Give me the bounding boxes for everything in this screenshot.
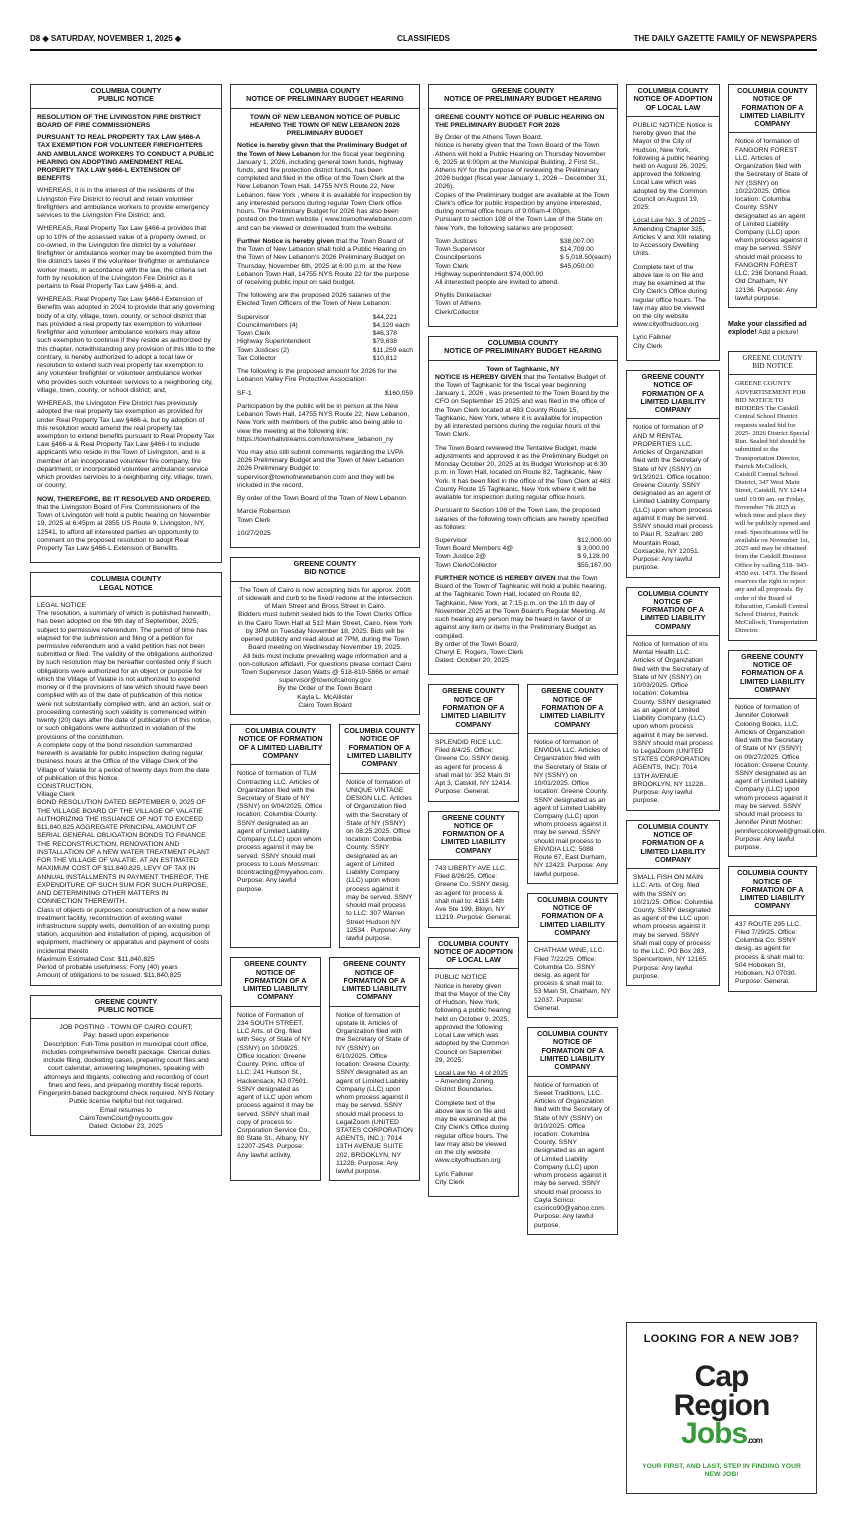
- notice-type: NOTICE OF FORMATION OF A LIMITED LIABILITY COMPANY: [539, 1037, 606, 1072]
- paragraph: By order of the Town Board of the Town of New Lebanon: [237, 495, 406, 503]
- notice-county: COLUMBIA COUNTY: [289, 86, 361, 95]
- salary-table: Town Justices $38,007.00 Town Supervisor $14,709.00 Councilpersons $ 5,018.50(each) Town Clerk $45,050.00: [435, 237, 611, 270]
- subcolumn: [527, 684, 618, 1234]
- notice-local-law-3: [626, 84, 720, 361]
- signature: Lyric Falkner City Clerk: [435, 1170, 474, 1186]
- paragraph: Pursuant to Section 108 of the Town Law, the proposed salaries of the following town officials are hereby specified as follows:: [435, 507, 609, 531]
- notice-body: Notice of formation of TLM Contracting LLC. Articles of Organization filed with the Secretary of State of NY (SSNY) on 9/04/2025. Office location: Columbia County. SSNY designated as an agent of Limited Liability Company (LLC) upon whom process against it may be served. SSNY should mail process to Louis Mossman: tlcontracting@myyahoo.com. Purpose: Any lawful purpose.: [237, 770, 325, 893]
- notice-body: Notice of formation of P AND M RENTAL PROPERTIES LLC. Articles of Organization filed with the Secretary of State of NY (SSNY) on 9/13/2021. Office location: Greene County. SSNY designated as an agent of Limited Liability Company (LLC) upon whom process against it may be served. SSNY should mail process to Paul R. Szafran: 280 Mountain Road, Coxsackie, NY 12051. Purpose: Any lawful purpose.: [633, 424, 713, 572]
- notice-county: GREENE COUNTY: [641, 371, 705, 381]
- notice-new-lebanon-budget: [230, 84, 420, 548]
- notice-taghkanic-budget: [428, 336, 618, 676]
- ad-tagline: YOUR FIRST, AND LAST, STEP IN FINDING YOUR NEW JOB!: [642, 1462, 801, 1479]
- notice-county: GREENE COUNTY: [343, 959, 406, 969]
- notice-county: GREENE COUNTY: [293, 559, 357, 569]
- notice-type: NOTICE OF FORMATION OF A LIMITED LIABILITY COMPANY: [640, 829, 706, 864]
- notice-type: NOTICE OF FORMATION OF A LIMITED LIABILITY COMPANY: [341, 967, 408, 1002]
- notice-unique-vintage: [339, 724, 420, 948]
- notice-type: NOTICE OF FORMATION OF A LIMITED LIABILITY COMPANY: [539, 903, 606, 937]
- paragraph: NOW, THEREFORE, BE IT RESOLVED AND ORDERED, that the Livingston Board of Fire Commissioners of the Town of Livingston will hold a public hearing on November 19, 2025 at 6:45pm at 2855 US Route 9, Livingston, NY, 12541, to afford all interested parties an opportunity to comment on the proposed resolution to adopt Real Property Tax Law §466-L Extension of Benefits.: [37, 495, 212, 553]
- signature: Marcie Robertson Town Clerk: [237, 508, 291, 524]
- notice-p-and-m-rental: [626, 370, 720, 578]
- notice-body: PUBLIC NOTICE Notice is hereby given that the Mayor of the City of Hudson, New York, following a public hearing held on October 9, 2025, approved the following Local Law which was adopted by the Common Council on September 29, 2025:: [435, 974, 511, 1064]
- column-1: [30, 84, 222, 1136]
- notice-type: BID NOTICE: [752, 362, 793, 371]
- notice-county: COLUMBIA COUNTY: [487, 337, 559, 347]
- salary-table: Supervisor $44,221 Councilmembers (4) $4,120 each Town Clerk $46,378 Highway Superintendent $79,638 Town Justices (2) $11,259 each Tax Collector $10,812: [237, 313, 413, 362]
- column-3: [428, 84, 618, 1235]
- notice-body: Notice of formation of upstate lil. Articles of Organization filed with the Secretary of State of NY (SSNY) on 6/10/2025. Office location: Greene County. SSNY designated as an agent of Limited Liability Company (LLC) upon whom process against it may be served. SSNY should mail process to LegalZoom (UNITED STATES CORPORATION AGENTS, INC.): 7014 13TH AVENUE SUITE 202, BROOKLYN, NY 11228. Purpose: Any lawful purpose.: [336, 1011, 413, 1176]
- notice-chatham-wine: [527, 893, 618, 1018]
- notice-county: COLUMBIA COUNTY: [90, 574, 162, 584]
- paragraph: Further Notice is hereby given that the Town Board of the Town of New Lebanon shall hold a Public Hearing on the Town of New Lebanon's 2026 Preliminary Budget on Thursday, November 6th, 2025 at 6:00 p.m. at the New Lebanon Town Hall, 14755 NYS Route 22 for the purpose of receiving public input on said budget.: [237, 237, 410, 287]
- notice-tlm-contracting: [230, 724, 331, 948]
- paragraph: The Town Board reviewed the Tentative Budget, made adjustments and approved it as the Preliminary Budget on Monday October 20, 2025 at its Budget Workshop at 6:30 p.m. in Town Hall, located on Route 82, Taghkanic, New York. It has been filed in the office of the Town Clerk at 483 County Route 15 Taghkanic, New York where it will be available for inspection during regular office hours.: [435, 444, 611, 502]
- notice-local-law-4: [428, 937, 519, 1197]
- notice-type: NOTICE OF FORMATION OF A LIMITED LIABILITY COMPANY: [539, 694, 606, 729]
- notice-type: NOTICE OF PRELIMINARY BUDGET HEARING: [444, 94, 602, 104]
- notice-body: Notice of Formation of 234 SOUTH STREET, LLC Arts. of Org. filed with Secy. of State of NY (SSNY) on 10/09/25. Office location: Greene County. Princ. office of LLC: 241 Hudson St., Hackensack, NJ 07601. SSNY designated as agent of LLC upon whom process against it may be served. SSNY shall mail copy of process to Corporation Service Co., 80 State St., Albany, NY 12207-2543. Purpose: Any lawful activity.: [237, 1011, 314, 1159]
- notice-county: COLUMBIA COUNTY: [637, 588, 709, 598]
- notice-body: SMALL FISH ON MAIN LLC. Arts. of Org. filed with the SSNY on 10/21/25. Office: Columbia County. SSNY designated as agent of the LLC upon whom process against it may be served. SSNY shall mail copy of process to the LLC, PO Box 283, Spencertown, NY 12165. Purpose: Any lawful purpose.: [633, 874, 713, 980]
- notice-county: COLUMBIA COUNTY: [637, 821, 709, 831]
- paragraph: WHEREAS, it is in the interest of the residents of the Livingston Fire District to recruit and retain volunteer firefighters and ambulance workers to provide emergency services to the Livingston Fire District; and,: [37, 187, 209, 220]
- notice-fangorn-forest: [728, 84, 817, 308]
- notice-small-fish: [626, 820, 720, 986]
- law-title: Local Law No. 3 of 2025 – Amending Chapter 325, Articles V and XIII relating to Accessory Dwelling Units.: [633, 217, 712, 258]
- notice-athens-budget: [428, 84, 618, 327]
- notice-body: Complete text of the above law is on file and may be examined at the City Clerk's Office during regular office hours. The law may also be viewed on the city website www.cityofhudson.org: [633, 263, 707, 329]
- notice-type: BID NOTICE: [304, 567, 346, 577]
- notice-envidia: [527, 684, 618, 883]
- signature: Phyllis Dinkelacker Town of Athens Clerk/Collector: [435, 292, 492, 316]
- notice-type: NOTICE OF FORMATION OF A LIMITED LIABILITY COMPANY: [242, 967, 309, 1002]
- notice-body: 743 LIBERTY AVE LLC. Filed 8/26/25. Office: Greene Co. SSNY desig. as agent for process & shall mail to: 4118 14th Ave Ste 199, Bklyn, NY 11219. Purpose: General.: [435, 864, 512, 922]
- notice-type: NOTICE OF FORMATION OF A LIMITED LIABILITY COMPANY: [440, 694, 507, 729]
- notice-body: Notice of formation of Jennifer Colorwell Coloring Books, LLC. Articles of Organization filed with the Secretary of State of NY (SSNY) on 09/27/2025. Office location: Greene County. SSNY designated as an agent of Limited Liability Company (LLC) upon whom process against it may be served. SSNY should mail process to Jennifer Pindt Mosher: jenniferccolorwell@gmail.com. Purpose: Any lawful purpose.: [735, 704, 827, 852]
- notice-body: PUBLIC NOTICE Notice is hereby given that the Mayor of the City of Hudson, New York, following a public hearing held on August 26, 2025, approved the following Local Law which was adopted by the Common Council on August 19, 2025:: [633, 121, 713, 212]
- paragraph: FURTHER NOTICE IS HEREBY GIVEN that the Town Board of the Town of Taghkanic will hold a public hearing, at the Taghkanic Town Hall, located on Route 82, Taghkanic, New York, at 7:15 p.m. on the 10 th day of November 2025 at the Town Board's Regular Meeting. At such hearing any person may be heard in favor of or against any item or items in the Preliminary Budget as compiled. By order of the Town Board, Cheryl E. Rogers, Town Clerk Dated: October 20, 2025: [435, 574, 607, 665]
- notice-catskill-bid: [728, 351, 817, 641]
- paragraph: Notice is hereby given that the Preliminary Budget of the Town of New Lebanon for the fiscal year beginning January 1, 2026, including general town funds, highway funds, and fire protection district funds, has been completed and filed in the office of the Town Clerk at the New Lebanon Town Hall, 14755 NYS Route 22, New Lebanon, New York , where it is available for inspection by any interested persons during regular Town Clerk office hours. The Preliminary Budget for 2026 has also been posted on the town website ( www.townofnewlebanon.com and can be viewed or downloaded from the website.: [237, 142, 412, 232]
- notice-body: Notice of formation of UNIQUE VINTAGE DESIGN LLC. Articles of Organization filed with the Secretary of State of NY (SSNY) on 08.25.2025. Office location: Columbia County. SSNY designated as an agent of Limited Liability Company (LLC) upon whom process against it may be served. SSNY should mail process to LLC: 307 Warren Street Hudson NY 12534 . Purpose: Any lawful purpose.: [346, 778, 413, 943]
- notice-743-liberty: [428, 811, 519, 928]
- section-title: CLASSIFIEDS: [397, 33, 450, 43]
- notice-type: LEGAL NOTICE: [99, 582, 153, 592]
- law-title: Local Law No. 4 of 2025 – Amending Zoning District Boundaries.: [435, 1070, 508, 1094]
- notice-county: COLUMBIA COUNTY: [637, 86, 709, 95]
- notice-body: Notice of formation of FANGORN FOREST LLC. Articles of Organization filed with the Secretary of State of NY (SSNY) on 10/22/2025. Office location: Columbia County. SSNY designated as an agent of Limited Liability Company (LLC) upon whom process against it may be served. SSNY should mail process to FANGORN FOREST LLC: 236 Dorland Road, Old Chatham, NY 12136. Purpose: Any lawful purpose.: [735, 138, 808, 302]
- paragraph: The following are the proposed 2026 salaries of the Elected Town Officers of the Town of New Lebanon:: [237, 292, 392, 308]
- notice-county: GREENE COUNTY: [742, 353, 803, 362]
- notice-county: GREENE COUNTY: [741, 651, 804, 661]
- notice-valatie-bond: [30, 572, 222, 985]
- notice-type: NOTICE OF FORMATION OF A LIMITED LIABILITY COMPANY: [640, 596, 706, 631]
- notice-body: The Town of Cairo is now accepting bids for approx. 200ft of sidewalk and curb to be fixed/ redone at the intersection of Main Street and Bross Street in Cairo. Bidders must submit sealed bids to the Town Clerks Office in the Cairo Town Hall at 512 Main Street, Cairo, New York by 3PM on Tuesday November 18, 2025. Bids will be opened publicly and read aloud at 7PM, during the Town Board meeting on Wednesday November 19, 2025. All bids must include prevailing wage information and a non-collusion affidavit. For questions please contact Cairo Town Supervisor Jason Watts @ 518-810-5866 or email supervisor@townofcairony.gov By the Order of the Town Board Kayla L. McAllister Cairo Town Board: [237, 586, 413, 709]
- notice-county: COLUMBIA COUNTY: [737, 868, 808, 878]
- paragraph: NOTICE IS HEREBY GIVEN that the Tentative Budget of the Town of Taghkanic for the fiscal year beginning January 1, 2026 , was presented to the Town Board by the CFO on September 15 2025 and was filed in the office of the Town Clerk located at 483 County Route 15, Taghkanic, New York, where it is available for inspection by all interested persons during the regular hours of the Town Clerk.: [435, 373, 610, 439]
- notice-row: [428, 684, 618, 1234]
- notice-iris-mental-health: [626, 587, 720, 811]
- notice-234-south: [230, 957, 321, 1181]
- notice-type: NOTICE OF FORMATION OF A LIMITED LIABILITY COMPANY: [739, 94, 806, 129]
- notice-437-route: [728, 866, 817, 991]
- notice-body: LEGAL NOTICE The resolution, a summary of which is published herewith, has been adopted on the 9th day of September, 2025, subject to permissive referendum. The period of time has elapsed for the submission and filing of a petition for permissive referendum and a valid petition has not been submitted or filed. The validity of the obligations authorized by such resolution may be hereafter contested only if such obligations were authorized for an object or purpose for which the Village of Valatie is not authorized to expend money or if the provisions of law which should have been complied with as of the date of publication of this notice were not substantially complied with, and an action, suit or proceeding contesting such validity is commenced within twenty (20) days after the date of publication of this notice, or such obligations were authorized in violation of the provisions of the constitution. A complete copy of the bond resolution summarized herewith is available for public inspection during regular business hours at the Office of the Village Clerk of the Village of Valatie for a period of twenty days from the date of publication of this Notice. CONSTRUCTION, Village Clerk BOND RESOLUTION DATED SEPTEMBER 9, 2025 OF THE VILLAGE BOARD OF THE VILLAGE OF VALATIE AUTHORIZING THE ISSUANCE OF NOT TO EXCEED $11,840,825 AGGREGATE PRINCIPAL AMOUNT OF SERIAL GENERAL OBLIGATION BONDS TO FINANCE THE RECONSTRUCTION, RENOVATION AND INSTALLATION OF A NEW WATER TREATMENT PLANT FOR THE VILLAGE OF VALATIE, AT AN ESTIMATED MAXIMUM COST OF $11,840,825, LEVY OF TAX IN ANNUAL INSTALLMENTS IN PAYMENT THEREOF, THE EXPENDITURE OF SUCH SUM FOR SUCH PURPOSE, AND DETERMINING OTHER MATTERS IN CONNECTION THEREWITH. Class of objects or purposes: construction of a new water treatment facility, reconstruction of existing water infrastructure supply wells, demolition of an existing pump station, acquisition and installation of piping, acquisition of equipment, machinery or apparatus and payment of costs incidental thereto Maximum Estimated Cost: $11,840,825 Period of probable usefulness: Forty (40) years Amount of obligations to be issued: $11,840,825: [37, 601, 213, 980]
- classified-promo: Make your classified ad explode! Add a picture!: [728, 321, 807, 337]
- column-5: [728, 84, 827, 992]
- notice-colorwell: [728, 650, 827, 858]
- notice-body: Complete text of the above law is on file and may be examined at the City Clerk's Office during regular office hours. The law may also be viewed on the city website www.cityofhudson.org: [435, 1099, 509, 1165]
- notice-county: COLUMBIA COUNTY: [438, 938, 509, 948]
- notice-type: NOTICE OF ADOPTION OF LOCAL LAW: [633, 94, 713, 112]
- notice-livingston-fire: [30, 84, 222, 563]
- notice-county: GREENE COUNTY: [94, 996, 158, 1006]
- signature: Lyric Falkner City Clerk: [633, 334, 672, 350]
- header-rule: [30, 49, 817, 51]
- notice-body: Notice of formation of Iris Mental Health LLC. Articles of Organization filed with the Secretary of State of NY (SSNY) on 10/03/2025. Office location: Columbia County. SSNY designated as an agent of Limited Liability Company (LLC) upon whom process against it may be served. SSNY should mail process to LegalZoom (UNITED STATES CORPORATION AGENTS, INC): 7014 13TH AVENUE BROOKLYN, NY 11228.. Purpose: Any lawful purpose.: [633, 640, 713, 805]
- notice-county: COLUMBIA COUNTY: [537, 894, 608, 904]
- notice-type: PUBLIC NOTICE: [98, 1004, 154, 1014]
- notice-county: GREENE COUNTY: [442, 812, 505, 822]
- paragraph: WHEREAS, Real Property Tax Law §466-l Extension of Benefits was adopted in 2024 to provide that any governing body of a city, village, town, county, or school district that has provided a real property tax exemption to volunteer firefighter and volunteer ambulance workers may allow such exemption to continue if they reside as authorized by this chapter, notwithstanding any provision of this title to the contrary, is hereby authorized to adopt a local law or resolution to extend such real property tax exemption to any volunteer firefighter or volunteer ambulance worker who provides such volunteer services to a neighboring city, village, town, county, or school district; and,: [37, 296, 215, 394]
- notice-type: PUBLIC NOTICE: [98, 94, 154, 104]
- paragraph: The following is the proposed amount for 2026 for the Lebanon Valley Fire Protective Association:: [237, 368, 397, 384]
- paragraph: WHEREAS, Real Property Tax Law §466-a provides that up to 10% of the assessed value of a property owned, or co-owned, in the Livingston fire district by a volunteer firefighter or ambulance worker may be exempted from the fire district's taxes if the volunteer firefighter or ambulance worker meets, in accordance with the law, the criteria set forth by resolution of the Livingston Fire District as it pertains to Real Property Tax Law §466-a; and.: [37, 225, 213, 291]
- notice-sweet-traditions: [527, 1027, 618, 1235]
- paragraph: WHEREAS, the Livingston Fire District has previously adopted the real property tax exemption as provided for under Real Property Tax Law §466-a, but by adoption of this resolution would amend the real property tax exemption to extend benefits pursuant to Real Property Tax Law §466-a & Real Property Tax Law §466-l to include applicants who reside in the Town of Livingston, and is a member of an incorporated volunteer fire company, fire department, or incorporated volunteer ambulance service which provides services to a neighboring city, village, town, or county;: [37, 400, 215, 490]
- notice-body: SPLENDID RICE LLC. Filed 8/4/25. Office: Greene Co. SSNY desig. as agent for process & shall mail to: 352 Main St Apt 3, Catskill, NY 12414. Purpose: General.: [435, 738, 512, 796]
- notice-subtitle: Town of Taghkanic, NY: [486, 365, 560, 373]
- paragraph: Participation by the public will be in person at the New Lebanon Town Hall, 14755 NYS Route 22, New Lebanon, New York with members of the public also being able to view the meeting at the following link: https://townhallstreams.com/towns/new_lebanon_ny: [237, 402, 410, 443]
- subcolumn: [428, 684, 519, 1234]
- notice-splendid-rice: [428, 684, 519, 801]
- notice-subtitle: PURSUANT TO REAL PROPERTY TAX LAW §466-A TAX EXEMPTION FOR VOLUNTEER FIREFIGHTERS AND AMBULANCE WORKERS TO CONDUCT A PUBLIC HEARING ON ADOPTING AMENDMENT REAL PROPERTY TAX LAW §466-L EXTENSION OF BENEFITS: [37, 134, 214, 183]
- notice-type: NOTICE OF FORMATION OF A LIMITED LIABILITY COMPANY: [347, 734, 413, 769]
- column-2: [230, 84, 420, 1181]
- notice-type: NOTICE OF ADOPTION OF LOCAL LAW: [434, 946, 513, 965]
- cap-region-jobs-ad[interactable]: [626, 1322, 817, 1494]
- paragraph: By Order of the Athens Town Board. Notice is hereby given that the Town Board of the Town Athens will hold a Public Hearing on Thursday November 6, 2025 at 6:00pm at the Municipal Building, 2 First St., Athens NY for the purpose of reviewing the Preliminary 2026 budget (fiscal year January 1, 2026 – December 31, 2026). Copies of the Preliminary budget are available at the Town Clerk's office for public inspection by anyone interested, during normal office hours of 9:00am-4:00pm. Pursuant to section 108 of the Town Law of the State on New York, the following salaries are proposed:: [435, 134, 610, 232]
- notice-county: GREENE COUNTY: [541, 686, 604, 696]
- notice-row: [230, 724, 420, 948]
- notice-body: GREENE COUNTY ADVERTISEMENT FOR BID NOTICE TO BIDDERS The Catskill Central School District requests sealed bid for 2025- 2026 District Special Run. Sealed bid should be submitted to the Transportation Director, Patrick McCulloch, Catskill Central School District, 347 West Main Street, Catskill, NY 12414 until 10:00 am. on Friday, November 7th 2025 at which time and place they will be publicly opened and read. Specifications will be available on November 1st, 2025 and may be obtained from the Catskill Business Office by calling 518- 943- 4550 ext. 1473. The Board reserves the right to reject any and all proposals. By order of the Board of Education, Catskill Central School District, Patrick McCulloch, Transportation Director.: [735, 380, 810, 635]
- notice-type: NOTICE OF FORMATION OF A LIMITED LIABILITY COMPANY: [238, 734, 323, 761]
- notice-upstate-lil: [329, 957, 420, 1181]
- paragraph: You may also still submit comments regarding the LVPA 2026 Preliminary Budget and the Town of New Lebanon 2026 Preliminary Budget to: supervisor@townofnewlebanon.com and they will be included in the record.: [237, 449, 404, 489]
- notice-body: Notice of formation of ENVIDIA LLC. Articles of Organization filed with the Secretary of State of NY (SSNY) on 10/01/2025. Office location: Greene County. SSNY designated as an agent of Limited Liability Company (LLC) upon whom process against it may be served. SSNY should mail process to ENVIDIA LLC: 5088 Route 67, East Durham, NY 12423. Purpose: Any lawful purpose.: [534, 738, 609, 878]
- ad-headline: LOOKING FOR A NEW JOB?: [643, 1333, 800, 1345]
- notice-row: [230, 957, 420, 1181]
- paragraph: Highway superintendent $74,000.00 All interested people are invited to attend.: [435, 270, 560, 287]
- notice-county: COLUMBIA COUNTY: [737, 86, 808, 95]
- notice-county: COLUMBIA COUNTY: [90, 86, 162, 95]
- column-4: [626, 84, 720, 986]
- notice-county: COLUMBIA COUNTY: [245, 726, 316, 736]
- notice-body: Notice of formation of Sweet Traditions, LLC. Articles of Organization filed with the Secretary of State of NY (SSNY) on 9/10/2025. Office location: Columbia County. SSNY designated as an agent of Limited Liability Company (LLC) upon whom process against it may be served. SSNY should mail process to Cayla Scirico: cscirico90@yahoo.com. Purpose: Any lawful purpose.: [534, 1081, 610, 1229]
- notice-county: GREENE COUNTY: [491, 86, 555, 95]
- cap-region-jobs-logo: Cap Region Jobs.com: [673, 1360, 770, 1450]
- notice-subtitle: RESOLUTION OF THE LIVINGSTON FIRE DISTRICT BOARD OF FIRE COMMISSIONERS: [37, 113, 202, 129]
- date: 10/27/2025: [237, 529, 271, 537]
- notice-type: NOTICE OF FORMATION OF A LIMITED LIABILITY COMPANY: [640, 380, 706, 415]
- notice-subtitle: GREENE COUNTY NOTICE OF PUBLIC HEARING ON THE PRELIMINARY BUDGET FOR 2026: [435, 113, 605, 129]
- notice-county: COLUMBIA COUNTY: [537, 1029, 608, 1039]
- notice-subtitle: TOWN OF NEW LEBANON NOTICE OF PUBLIC HEARING THE TOWN OF NEW LEBANON 2026 PRELIMINARY BUDGET: [249, 113, 401, 138]
- fire-amount: SF-1 $160,059: [237, 389, 413, 397]
- notice-body: CHATHAM WINE, LLC. Filed 7/22/25. Office: Columbia Co. SSNY desig. as agent for process & shall mail to: 53 Main St, Chatham, NY 12037. Purpose: General.: [534, 947, 611, 1012]
- notice-county: GREENE COUNTY: [244, 959, 307, 969]
- notice-body: 437 ROUTE 295 LLC. Filed 7/29/25. Office: Columbia Co. SSNY desig. as agent for process & shall mail to: 504 Hoboken St, Hoboken, NJ 07030. Purpose: General.: [735, 920, 805, 986]
- notice-type: NOTICE OF FORMATION OF A LIMITED LIABILITY COMPANY: [440, 820, 507, 855]
- header-right: THE DAILY GAZETTE FAMILY OF NEWSPAPERS: [633, 33, 817, 43]
- notice-county: COLUMBIA COUNTY: [344, 726, 415, 736]
- notice-type: NOTICE OF PRELIMINARY BUDGET HEARING: [444, 346, 602, 356]
- notice-body: JOB POSTING - TOWN OF CAIRO COURT; Pay: based upon experience Description: Full-Time position in municipal court office, includes comprehensive benefit package. Clerical duties include filing, docketing cases, preparing court files and court calendar, answering telephones, speaking with attorneys and litigants, collecting and recording of court fines and fees, and preparing monthly fiscal reports. Fingerprint-based background check required. NYS Notary Public license helpful but not required. Email resumes to CairoTownCourt@nycourts.gov Dated: October 23, 2025: [38, 1024, 214, 1130]
- page-header: [30, 30, 817, 46]
- notice-county: GREENE COUNTY: [442, 686, 505, 696]
- notice-type: NOTICE OF PRELIMINARY BUDGET HEARING: [246, 94, 404, 104]
- notice-cairo-job: [30, 995, 222, 1137]
- notice-type: NOTICE OF FORMATION OF A LIMITED LIABILITY COMPANY: [739, 876, 806, 911]
- salary-table: Supervisor $12,000.00 Town Board Members 4@ $ 3,000.00 Town Justice 2@ $ 9,128.00 Town Clerk/Collector $55,167.00: [435, 536, 611, 569]
- notice-cairo-bid: [230, 557, 420, 715]
- header-left: D8 ◆ SATURDAY, NOVEMBER 1, 2025 ◆: [30, 33, 182, 43]
- notice-type: NOTICE OF FORMATION OF A LIMITED LIABILITY COMPANY: [739, 659, 806, 694]
